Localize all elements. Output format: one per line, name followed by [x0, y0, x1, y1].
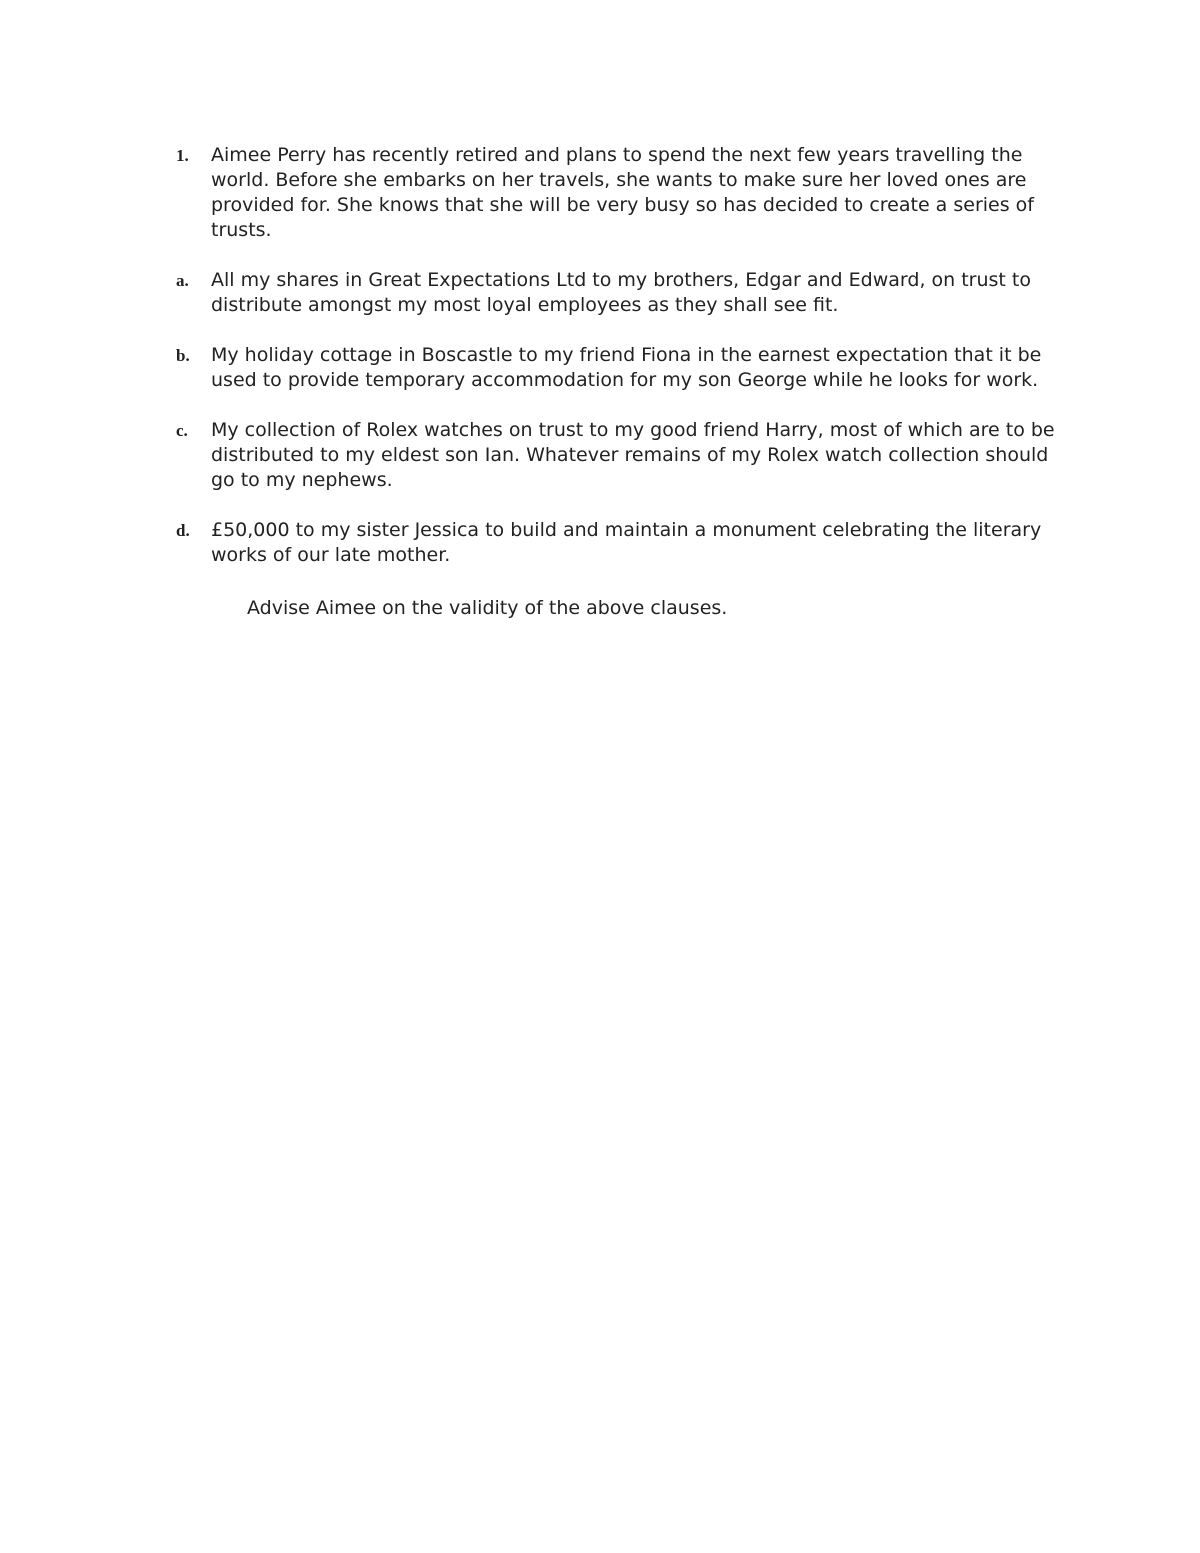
clause-d-text: £50,000 to my sister Jessica to build and maintain a monument celebrating the literary works of our late mother. — [211, 519, 1042, 566]
clause-c-label: c. — [176, 421, 188, 440]
clause-b-text: My holiday cottage in Boscastle to my friend Fiona in the earnest expectation that it be used to provide temporary accommodation for my son George while he looks for work. — [211, 344, 1042, 391]
clause-d-label: d. — [176, 521, 190, 540]
question-intro — [176, 143, 1066, 243]
clause-b — [176, 343, 1066, 393]
question-intro-text: Aimee Perry has recently retired and plans to spend the next few years travelling the world. Before she embarks on her travels, she wants to make sure her loved ones are provided for. She knows that she will be very busy so has decided to create a series of trusts. — [211, 144, 1034, 241]
clause-a — [176, 268, 1066, 318]
instruction-text: Advise Aimee on the validity of the above clauses. — [247, 597, 728, 619]
clause-c — [176, 418, 1066, 493]
clause-a-label: a. — [176, 271, 189, 290]
clause-b-label: b. — [176, 346, 190, 365]
clause-c-text: My collection of Rolex watches on trust to my good friend Harry, most of which are to be distributed to my eldest son Ian. Whatever remains of my Rolex watch collection should go to my nephews. — [211, 419, 1055, 491]
question-content — [176, 143, 1066, 593]
clause-a-text: All my shares in Great Expectations Ltd to my brothers, Edgar and Edward, on trust to distribute amongst my most loyal employees as they shall see fit. — [211, 269, 1031, 316]
question-number: 1. — [176, 146, 189, 165]
clause-d — [176, 518, 1066, 568]
